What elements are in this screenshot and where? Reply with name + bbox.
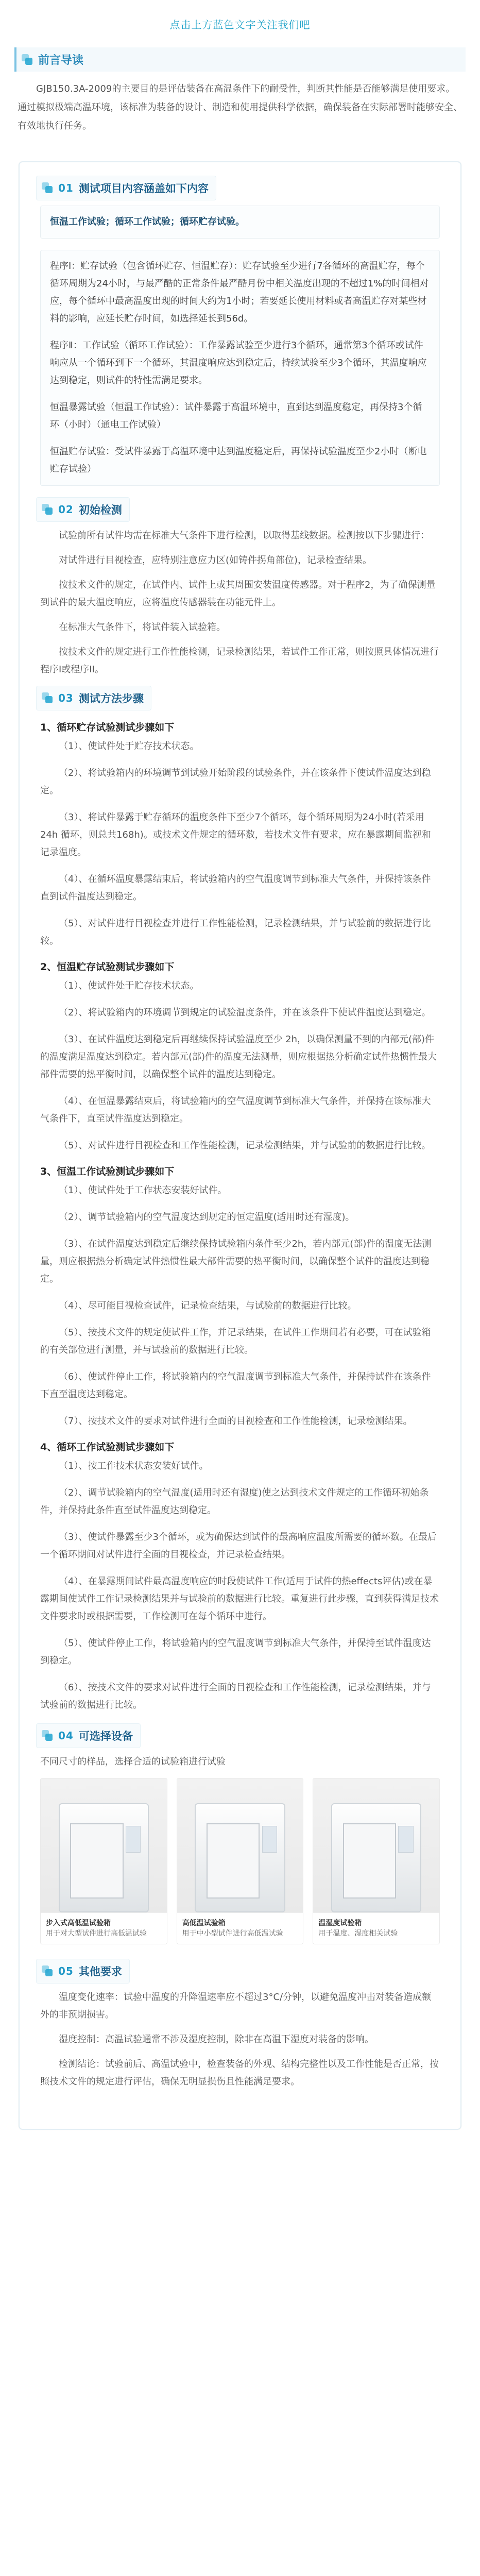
section-3-title: 测试方法步骤 — [78, 692, 144, 705]
intro-icon — [22, 54, 33, 65]
section-3-group-3-item-7: （7）、按技术文件的要求对试件进行全面的目视检查和工作性能检测，记录检测结果。 — [59, 1416, 413, 1427]
section-1-pill — [36, 176, 216, 200]
section-3-group-3-item-3: （3）、在试件温度达到稳定后继续保持试验箱内条件至少2h，若内部元(部)件的温度无法测量，则应根据热分析确定试件热惯性最大部件需要的热平衡时间，以确保整个试件的温度达到稳定。 — [40, 1239, 432, 1284]
equipment-image-chamber — [177, 1778, 303, 1912]
equipment-caption-title: 高低温试验箱 — [182, 1919, 226, 1927]
top-banner-text[interactable]: 点击上方蓝色文字关注我们吧 — [169, 18, 311, 31]
section-2-p3: 按技术文件的规定，在试件内、试件上或其周围安装温度传感器。对于程序2，为了确保测量到试件的最大温度响应，应将温度传感器装在功能元件上。 — [40, 580, 436, 608]
equipment-card[interactable] — [313, 1778, 440, 1944]
section-1-icon — [42, 182, 53, 194]
section-5-title: 其他要求 — [78, 1965, 122, 1978]
section-1-box-1-text: 恒温工作试验；循环工作试验；循环贮存试验。 — [50, 216, 245, 227]
section-2-p1: 试验前所有试件均需在标准大气条件下进行检测，以取得基线数据。检测按以下步骤进行： — [59, 530, 430, 541]
equipment-caption-desc: 用于温度、湿度相关试验 — [318, 1929, 398, 1938]
section-3-group-2-item-2: （2）、将试验箱内的环境调节到规定的试验温度条件，并在该条件下使试件温度达到稳定。 — [59, 1007, 431, 1018]
equipment-panel — [262, 1826, 277, 1853]
section-2-number: 02 — [58, 503, 74, 516]
equipment-door — [70, 1823, 123, 1898]
equipment-caption — [177, 1912, 303, 1944]
section-3-number: 03 — [58, 692, 74, 704]
section-2-pill — [36, 497, 130, 522]
section-3-group-2-item-4: （4）、在恒温暴露结束后，将试验箱内的空气温度调节到标准大气条件，并保持在该标准大气条件下，直至试件温度达到稳定。 — [40, 1096, 431, 1124]
equipment-door — [207, 1823, 260, 1898]
equipment-image-humidity — [313, 1778, 439, 1912]
section-2-p5: 按技术文件的规定进行工作性能检测，记录检测结果，若试件工作正常，则按照具体情况进行程序I或程序II。 — [40, 647, 439, 675]
section-1-box-1 — [40, 206, 440, 239]
section-1-title: 测试项目内容涵盖如下内容 — [78, 182, 209, 195]
section-4-image-grid — [40, 1778, 440, 1944]
section-3-header — [36, 686, 440, 710]
section-2-p4: 在标准大气条件下，将试件装入试验箱。 — [59, 622, 226, 633]
section-3-group-4-item-3: （3）、使试件暴露至少3个循环，或为确保达到试件的最高响应温度所需要的循环数。在最后一个循环期间对试件进行全面的目视检查，并记录检查结果。 — [40, 1532, 437, 1560]
section-1-box-1-line — [50, 213, 430, 231]
section-5-icon — [42, 1965, 53, 1977]
section-4-icon — [42, 1730, 53, 1741]
equipment-body — [59, 1803, 149, 1912]
equipment-door — [343, 1823, 396, 1898]
section-3-group-2-item-5: （5）、对试件进行目视检查和工作性能检测，记录检测结果，并与试验前的数据进行比较。 — [59, 1140, 431, 1151]
section-3-group-1-item-2: （2）、将试验箱内的环境调节到试验开始阶段的试验条件，并在该条件下使试件温度达到稳定。 — [40, 768, 431, 796]
equipment-body — [195, 1803, 285, 1912]
equipment-caption-desc: 用于对大型试件进行高低温试验 — [46, 1929, 147, 1938]
equipment-caption-title: 温湿度试验箱 — [318, 1919, 362, 1927]
equipment-panel — [126, 1826, 141, 1853]
section-1-box-2-l2: 程序Ⅱ：工作试验（循环工作试验）：工作暴露试验至少进行3个循环，通常第3个循环或试件响应从一个循环到下一个循环，其温度响应达到稳定后，持续试验至少3个循环，其温度响应达到稳定，则试件的特性需满足要求。 — [50, 340, 427, 386]
section-1-box-2 — [40, 250, 440, 486]
equipment-card[interactable] — [40, 1778, 167, 1944]
section-3-group-4-item-5: （5）、使试件停止工作，将试验箱内的空气温度调节到标准大气条件，并保持至试件温度达到稳定。 — [40, 1638, 431, 1666]
section-4-number: 04 — [58, 1730, 74, 1742]
section-3-pill — [36, 686, 151, 710]
section-3-group-3-item-6: （6）、使试件停止工作，将试验箱内的空气温度调节到标准大气条件，并保持试件在该条件下直至温度达到稳定。 — [40, 1371, 431, 1400]
section-3-group-3-item-5: （5）、按技术文件的规定使试件工作，并记录结果，在试件工作期间若有必要，可在试验箱的有关部位进行测量，并与试验前的数据进行比较。 — [40, 1327, 431, 1355]
section-3-group-3-head: 3、恒温工作试验测试步骤如下 — [40, 1166, 175, 1177]
section-2-title: 初始检测 — [78, 504, 122, 516]
section-3-group-3-item-4: （4）、尽可能目视检查试件，记录检查结果，与试验前的数据进行比较。 — [59, 1300, 357, 1311]
section-5-p1: 温度变化速率：试验中温度的升降温速率应不超过3°C/分钟，以避免温度冲击对装备造成额外的非预期损害。 — [40, 1992, 432, 2020]
equipment-image-walkin — [41, 1778, 167, 1912]
section-1-box-2-l1: 程序Ⅰ：贮存试验（包含循环贮存、恒温贮存）：贮存试验至少进行7各循环的高温贮存，每个循环周期为24小时，与最严酷的正常条件最严酷月份中相关温度出现的不超过1%的时间相对应，每个循环中最高温度出现的时间大约为1小时；若要延长使用材料或者高温贮存对某些材料的影响，应延长贮存时间，如选择延长到56d。 — [50, 261, 429, 324]
section-1-box-2-l4: 恒温贮存试验：受试件暴露于高温环境中达到温度稳定后，再保持试验温度至少2小时（断电贮存试验） — [50, 446, 427, 474]
section-3-group-2-head: 2、恒温贮存试验测试步骤如下 — [40, 961, 175, 973]
section-3-group-4-item-6: （6）、按技术文件的要求对试件进行全面的目视检查和工作性能检测，记录检测结果，并与试验前的数据进行比较。 — [40, 1682, 431, 1710]
section-2-p2: 对试件进行目视检查，应特别注意应力区(如铸件拐角部位)，记录检查结果。 — [59, 555, 372, 566]
equipment-panel — [398, 1826, 413, 1853]
section-1-header — [36, 176, 440, 200]
section-3-group-4-item-1: （1）、按工作技术状态安装好试件。 — [59, 1461, 209, 1471]
section-5-pill — [36, 1959, 130, 1984]
section-1-box-2-l3: 恒温暴露试验（恒温工作试验）：试件暴露于高温环境中，直到达到温度稳定，再保持3个循环（小时）（通电工作试验） — [50, 402, 422, 430]
equipment-card[interactable] — [177, 1778, 304, 1944]
section-3-group-2-item-3: （3）、在试件温度达到稳定后再继续保持试验温度至少 2h，以确保测量不到的内部元(部)件的温度满足温度达到稳定。若内部元(部)件的温度无法测量，则应根据热分析确定试件热惯性最大部件需要的热平衡时间，以确保整个试件的温度达到稳定。 — [40, 1034, 437, 1080]
section-3-group-4-head: 4、循环工作试验测试步骤如下 — [40, 1442, 175, 1453]
section-4-header — [36, 1723, 440, 1748]
intro-header — [14, 47, 466, 72]
section-4-pill — [36, 1723, 141, 1748]
section-2-icon — [42, 504, 53, 515]
section-3-group-2-item-1: （1）、使试件处于贮存技术状态。 — [59, 980, 199, 991]
section-2-header — [36, 497, 440, 522]
equipment-caption-desc: 用于中小型试件进行高低温试验 — [182, 1929, 283, 1938]
section-5-number: 05 — [58, 1965, 74, 1977]
section-1-number: 01 — [58, 182, 74, 194]
intro-body: GJB150.3A-2009的主要目的是评估装备在高温条件下的耐受性，判断其性能是否能够满足使用要求。通过模拟极端高温环境，该标准为装备的设计、制造和使用提供科学依据，确保装备在实际部署时能够安全、有效地执行任务。 — [18, 83, 462, 131]
section-3-group-1-item-5: （5）、对试件进行目视检查并进行工作性能检测，记录检测结果，并与试验前的数据进行比较。 — [40, 918, 431, 946]
top-banner[interactable] — [0, 0, 480, 47]
section-3-group-4-item-2: （2）、调节试验箱内的空气温度(适用时还有湿度)使之达到技术文件规定的工作循环初始条件，并保持此条件直至试件温度达到稳定。 — [40, 1487, 429, 1516]
section-3-group-1-item-4: （4）、在循环温度暴露结束后，将试验箱内的空气温度调节到标准大气条件，并保持该条件直到试件温度达到稳定。 — [40, 874, 431, 902]
section-3-group-3-item-1: （1）、使试件处于工作状态安装好试件。 — [59, 1185, 227, 1196]
equipment-body — [331, 1803, 421, 1912]
equipment-caption-title: 步入式高低温试验箱 — [46, 1919, 111, 1927]
equipment-caption — [41, 1912, 167, 1944]
section-4-subtitle: 不同尺寸的样品，选择合适的试验箱进行试验 — [40, 1756, 226, 1767]
intro-title: 前言导读 — [38, 54, 84, 67]
section-5-p3: 检测结论：试验前后、高温试验中，检查装备的外观、结构完整性以及工作性能是否正常，按照技术文件的规定进行评估，确保无明显损伤且性能满足要求。 — [40, 2059, 439, 2087]
section-3-icon — [42, 692, 53, 704]
equipment-caption — [313, 1912, 439, 1944]
section-3-group-1-item-3: （3）、将试件暴露于贮存循环的温度条件下至少7个循环，每个循环周期为24小时(若采用 24h 循环，则总共168h)。或技术文件规定的循环数，若技术文件有要求，应在暴露期间监视和记录温度。 — [40, 812, 431, 858]
section-3-group-3-item-2: （2）、调节试验箱内的空气温度达到规定的恒定温度(适用时还有湿度)。 — [59, 1212, 355, 1223]
section-3-group-4-item-4: （4）、在暴露期间试件最高温度响应的时段使试件工作(适用于试件的热effects评估)或在暴露期间使试件工作记录检测结果并与试验前的数据进行比较。重复进行此步骤，直到获得满足技术文件要求时或根据需要，工作检测可在每个循环中进行。 — [40, 1576, 439, 1622]
section-5-header — [36, 1959, 440, 1984]
section-3-group-1-item-1: （1）、使试件处于贮存技术状态。 — [59, 741, 199, 752]
section-4-title: 可选择设备 — [78, 1730, 133, 1742]
main-card — [19, 161, 461, 2130]
section-3-group-1-head: 1、循环贮存试验测试步骤如下 — [40, 722, 175, 733]
intro — [14, 47, 466, 151]
section-5-p2: 湿度控制：高温试验通常不涉及湿度控制，除非在高温下湿度对装备的影响。 — [59, 2034, 374, 2045]
